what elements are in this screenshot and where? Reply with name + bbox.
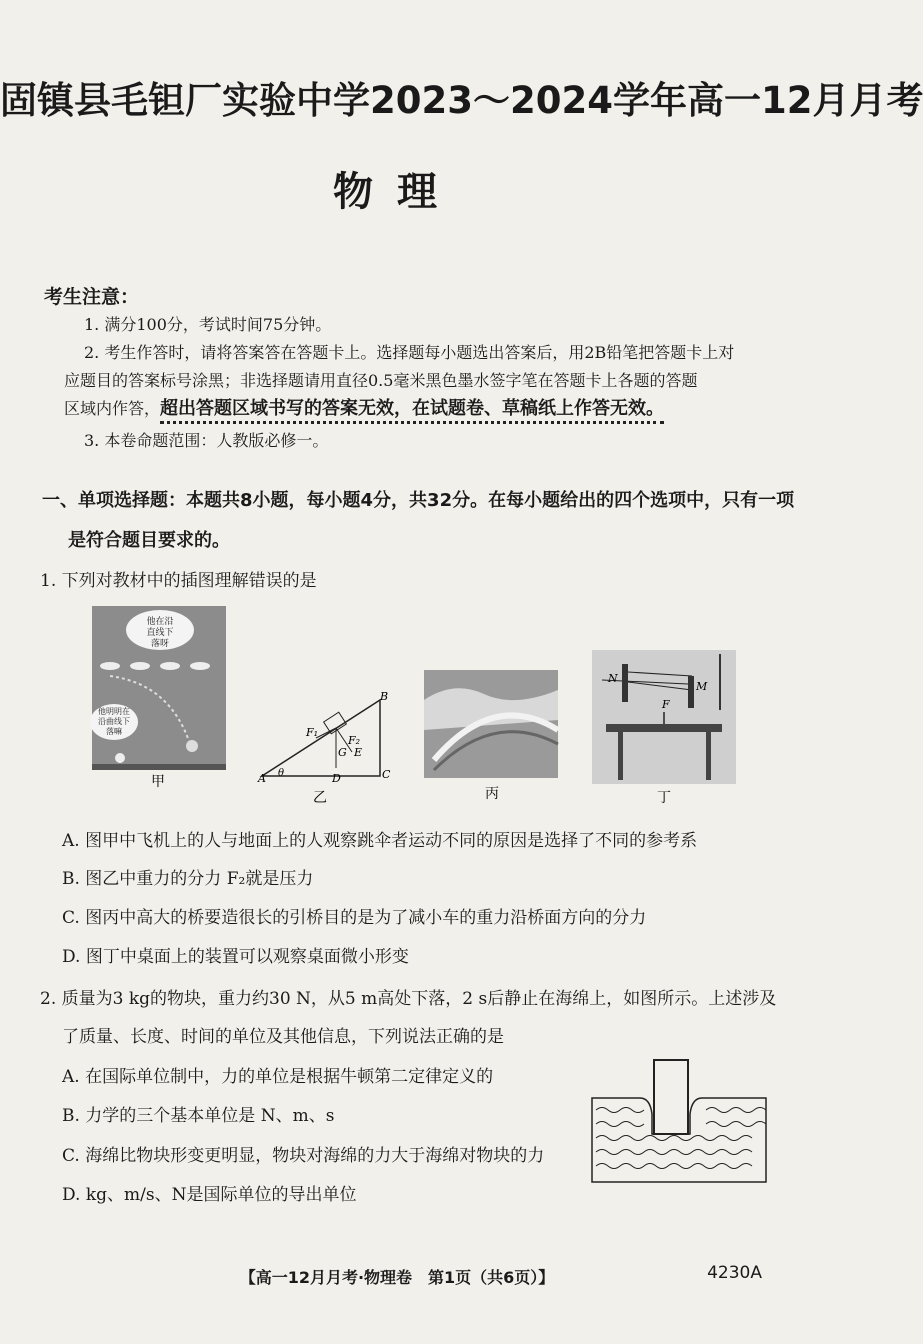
yi-label-g: G (338, 746, 347, 759)
notice-item-2-prefix: 区域内作答， (64, 399, 161, 418)
yi-label-b: B (380, 690, 389, 703)
sponge-block (654, 1060, 688, 1134)
jia-bubble-top-text-3: 落呀 (150, 639, 170, 649)
notice-item-3: 3. 本卷命题范围：人教版必修一。 (84, 431, 329, 450)
question-2-option-a: A. 在国际单位制中，力的单位是根据牛顿第二定律定义的 (62, 1067, 494, 1087)
jia-bubble-left-text-2: 沿曲线下 (98, 717, 130, 726)
exam-title: 固镇县毛钽厂实验中学2023～2024学年高一12月月考 (0, 79, 923, 122)
notice-item-2-line-3 (64, 398, 664, 420)
jia-jumper (186, 740, 198, 752)
figure-bing (424, 670, 564, 802)
ding-mirror-m (688, 676, 694, 708)
question-2-stem-line-1: 2. 质量为3 kg的物块，重力约30 N，从5 m高处下落，2 s后静止在海绵上，如图所示。上述涉及 (40, 989, 777, 1009)
ding-label-n: N (608, 672, 618, 685)
jia-bubble-left-text-1: 他明明在 (98, 707, 130, 716)
yi-label-d: D (332, 772, 341, 785)
jia-bubble-left-text-3: 落嘛 (106, 727, 122, 736)
paper-code: 4230A (707, 1263, 762, 1283)
bing-caption: 丙 (485, 786, 499, 802)
ding-table-top (606, 724, 722, 732)
jia-observer (115, 753, 125, 763)
yi-label-f1: F₁ (306, 726, 319, 739)
notice-item-2-line-2: 应题目的答案标号涂黑；非选择题请用直径0.5毫米黑色墨水签字笔在答题卡上各题的答题 (64, 371, 698, 390)
ding-table-leg-right (706, 732, 711, 780)
question-2-option-b: B. 力学的三个基本单位是 N、m、s (62, 1106, 335, 1126)
ding-caption: 丁 (657, 790, 671, 806)
ding-mirror-n (622, 664, 628, 702)
ding-label-f: F (662, 698, 670, 711)
yi-incline (262, 700, 380, 776)
yi-label-f2: F₂ (348, 734, 361, 747)
section-heading-line-2: 是符合题目要求的。 (68, 530, 230, 551)
yi-label-c: C (382, 768, 391, 781)
question-1-option-d: D. 图丁中桌面上的装置可以观察桌面微小形变 (62, 947, 409, 967)
question-2-stem-line-2: 了质量、长度、时间的单位及其他信息，下列说法正确的是 (62, 1027, 504, 1047)
jia-bubble-top-text-1: 他在沿 (146, 617, 174, 627)
notice-item-1: 1. 满分100分，考试时间75分钟。 (84, 315, 332, 334)
figure-yi (254, 690, 394, 806)
question-2-option-c: C. 海绵比物块形变更明显，物块对海绵的力大于海绵对物块的力 (62, 1146, 545, 1166)
figure-ding (592, 650, 742, 806)
question-1-option-b: B. 图乙中重力的分力 F₂就是压力 (62, 869, 314, 889)
notice-heading: 考生注意： (44, 286, 140, 308)
figure-jia (80, 604, 230, 790)
jia-ground (92, 764, 226, 770)
jia-bubble-top-text-2: 直线下 (146, 628, 174, 638)
question-2-option-d: D. kg、m/s、N是国际单位的导出单位 (62, 1185, 357, 1205)
figure-sponge (590, 1058, 770, 1188)
ding-table-leg-left (618, 732, 623, 780)
jia-caption: 甲 (151, 774, 165, 790)
yi-label-a: A (258, 772, 266, 785)
yi-caption: 乙 (313, 790, 327, 806)
question-1-stem: 1. 下列对教材中的插图理解错误的是 (40, 571, 317, 591)
yi-label-theta: θ (278, 768, 285, 779)
yi-label-e: E (354, 746, 363, 759)
notice-item-2-line-1: 2. 考生作答时，请将答案答在答题卡上。选择题每小题选出答案后，用2B铅笔把答题卡上对 (84, 343, 735, 362)
ding-label-m: M (696, 680, 708, 693)
notice-emphasis: 超出答题区域书写的答案无效，在试题卷、草稿纸上作答无效。 (160, 398, 664, 424)
page-footer: 【高一12月月考·物理卷 第1页（共6页）】 (239, 1268, 555, 1287)
question-1-option-a: A. 图甲中飞机上的人与地面上的人观察跳伞者运动不同的原因是选择了不同的参考系 (62, 831, 698, 851)
question-1-option-c: C. 图丙中高大的桥要造很长的引桥目的是为了减小车的重力沿桥面方向的分力 (62, 908, 647, 928)
subject-title: 物理 (333, 169, 461, 215)
section-heading-line-1: 一、单项选择题：本题共8小题，每小题4分，共32分。在每小题给出的四个选项中，只有一项 (42, 490, 795, 511)
